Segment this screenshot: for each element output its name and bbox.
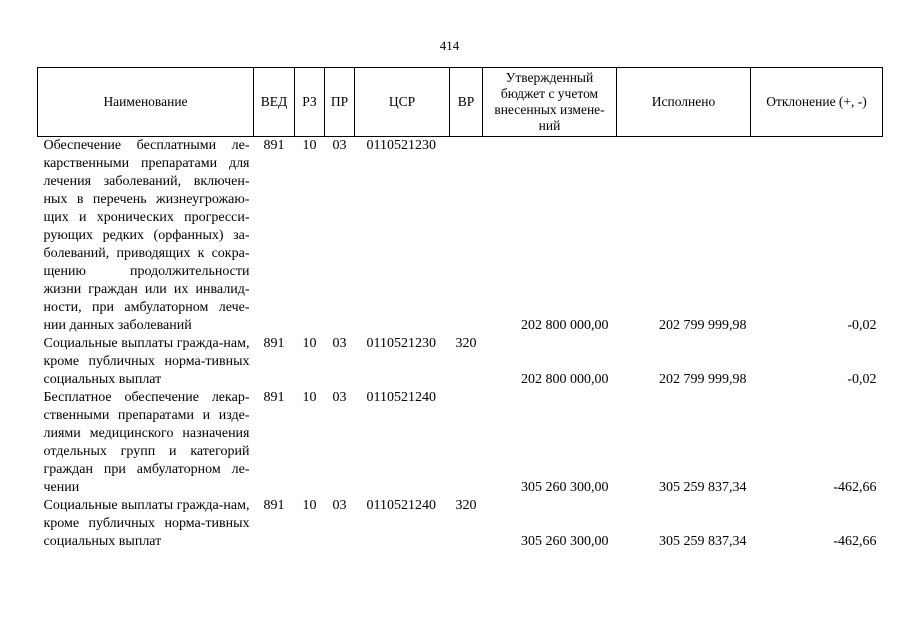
row-pr: 03 [332, 138, 347, 153]
row-name: Обеспечение бесплатными ле-карственными препаратами для лечения заболеваний, включен-ных в перечень жизнеугрожаю-щих и хронических прогресси-рующих редких (орфанных) за-болеваний, приводящих к сокра-щению продолжительности жизни граждан или их инвалид-ности, при амбулаторном лече-нии данных заболеваний [43, 138, 250, 333]
row-budget: 202 800 000,00 [521, 318, 609, 333]
budget-table [37, 67, 883, 551]
row-budget: 305 260 300,00 [521, 480, 609, 495]
row-executed: 305 259 837,34 [659, 480, 747, 495]
row-pr: 03 [332, 390, 347, 405]
header-vr: ВР [450, 68, 483, 137]
header-executed: Исполнено [617, 68, 751, 137]
table-row [38, 335, 883, 389]
row-executed: 305 259 837,34 [659, 534, 747, 549]
row-ved: 891 [263, 138, 285, 153]
row-rz: 10 [302, 336, 317, 351]
header-budget: Утвержденный бюджет с учетом внесенных измене-ний [483, 68, 617, 137]
row-budget: 202 800 000,00 [521, 372, 609, 387]
header-pr: ПР [325, 68, 355, 137]
row-deviation: -0,02 [847, 372, 877, 387]
row-budget: 305 260 300,00 [521, 534, 609, 549]
table-row [38, 497, 883, 551]
table-row [38, 389, 883, 497]
row-executed: 202 799 999,98 [659, 318, 747, 333]
row-pr: 03 [332, 336, 347, 351]
row-rz: 10 [302, 138, 317, 153]
row-executed: 202 799 999,98 [659, 372, 747, 387]
row-deviation: -462,66 [833, 534, 877, 549]
table-header-row [38, 68, 883, 137]
row-vr [450, 137, 483, 336]
page-number: 414 [439, 38, 460, 53]
row-rz: 10 [302, 498, 317, 513]
row-name: Бесплатное обеспечение лекар-ственными препаратами и изде-лиями медицинского назначения отдельных групп и категорий граждан при амбулаторном ле-чении [43, 390, 250, 495]
row-name: Социальные выплаты гражда-нам, кроме публичных норма-тивных социальных выплат [43, 498, 250, 549]
row-pr: 03 [332, 498, 347, 513]
header-deviation: Отклонение (+, -) [751, 68, 883, 137]
row-csr: 0110521230 [366, 336, 436, 351]
row-deviation: -462,66 [833, 480, 877, 495]
row-csr: 0110521240 [366, 390, 436, 405]
row-deviation: -0,02 [847, 318, 877, 333]
row-csr: 0110521240 [366, 498, 436, 513]
row-vr: 320 [455, 498, 477, 513]
row-vr [450, 389, 483, 497]
header-rz: РЗ [295, 68, 325, 137]
header-csr: ЦСР [355, 68, 450, 137]
row-ved: 891 [263, 498, 285, 513]
row-rz: 10 [302, 390, 317, 405]
table-row [38, 137, 883, 336]
header-ved: ВЕД [254, 68, 295, 137]
header-name: Наименование [38, 68, 254, 137]
row-name: Социальные выплаты гражда-нам, кроме публичных норма-тивных социальных выплат [43, 336, 250, 387]
row-ved: 891 [263, 336, 285, 351]
row-vr: 320 [455, 336, 477, 351]
row-ved: 891 [263, 390, 285, 405]
row-csr: 0110521230 [366, 138, 436, 153]
